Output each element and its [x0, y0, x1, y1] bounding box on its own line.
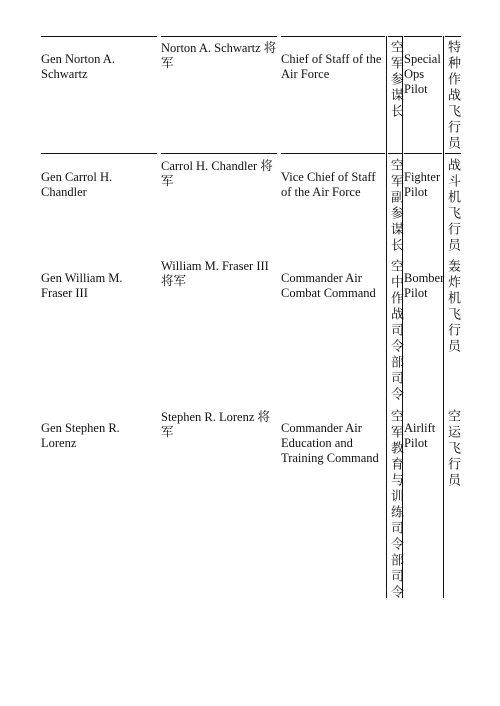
table-cell-name-cn: Norton A. Schwartz 将军: [161, 41, 277, 70]
table-cell-position-cn: 空军教育与训练司令部司令: [388, 409, 403, 601]
row-separator-rule: [281, 153, 385, 154]
table-cell-specialty-cn: 空运飞行员: [445, 409, 460, 489]
table-cell-name: Gen William M. Fraser III: [41, 271, 123, 300]
table-cell-position-cn: 空军副参谋长: [388, 158, 403, 254]
table-cell-position: Chief of Staff of the Air Force: [281, 52, 382, 81]
table-cell-name: Gen Stephen R. Lorenz: [41, 421, 120, 450]
table-cell-name: Gen Norton A. Schwartz: [41, 52, 115, 81]
table-top-rule: [404, 36, 442, 37]
table-cell-position: Commander Air Combat Command: [281, 271, 376, 300]
row-separator-rule: [388, 153, 402, 154]
row-separator-rule: [404, 153, 442, 154]
table-cell-position: Commander Air Education and Training Command: [281, 421, 379, 465]
table-cell-position-cn: 空中作战司令部司令: [388, 259, 403, 403]
table-cell-name-cn: Carrol H. Chandler 将军: [161, 159, 273, 188]
table-cell-specialty: Special Ops Pilot: [404, 52, 441, 96]
table-top-rule: [388, 36, 402, 37]
table-cell-position: Vice Chief of Staff of the Air Force: [281, 170, 376, 199]
table-top-rule: [445, 36, 461, 37]
row-separator-rule: [41, 153, 157, 154]
table-cell-name: Gen Carrol H. Chandler: [41, 170, 113, 199]
table-top-rule: [41, 36, 157, 37]
column-divider: [386, 36, 387, 598]
row-separator-rule: [445, 153, 461, 154]
table-top-rule: [281, 36, 385, 37]
row-separator-rule: [161, 153, 277, 154]
table-cell-name-cn: William M. Fraser III 将军: [161, 259, 269, 288]
table-cell-specialty-cn: 轰炸机飞行员: [445, 259, 460, 355]
table-cell-specialty: Fighter Pilot: [404, 170, 441, 199]
table-top-rule: [161, 36, 277, 37]
table-cell-specialty-cn: 特种作战飞行员: [445, 40, 460, 152]
table-cell-position-cn: 空军参谋长: [388, 40, 403, 120]
table-cell-specialty: Bomber Pilot: [404, 271, 445, 300]
table-cell-specialty: Airlift Pilot: [404, 421, 436, 450]
table-cell-name-cn: Stephen R. Lorenz 将军: [161, 410, 271, 439]
table-cell-specialty-cn: 战斗机飞行员: [445, 158, 460, 254]
column-divider: [443, 36, 444, 598]
